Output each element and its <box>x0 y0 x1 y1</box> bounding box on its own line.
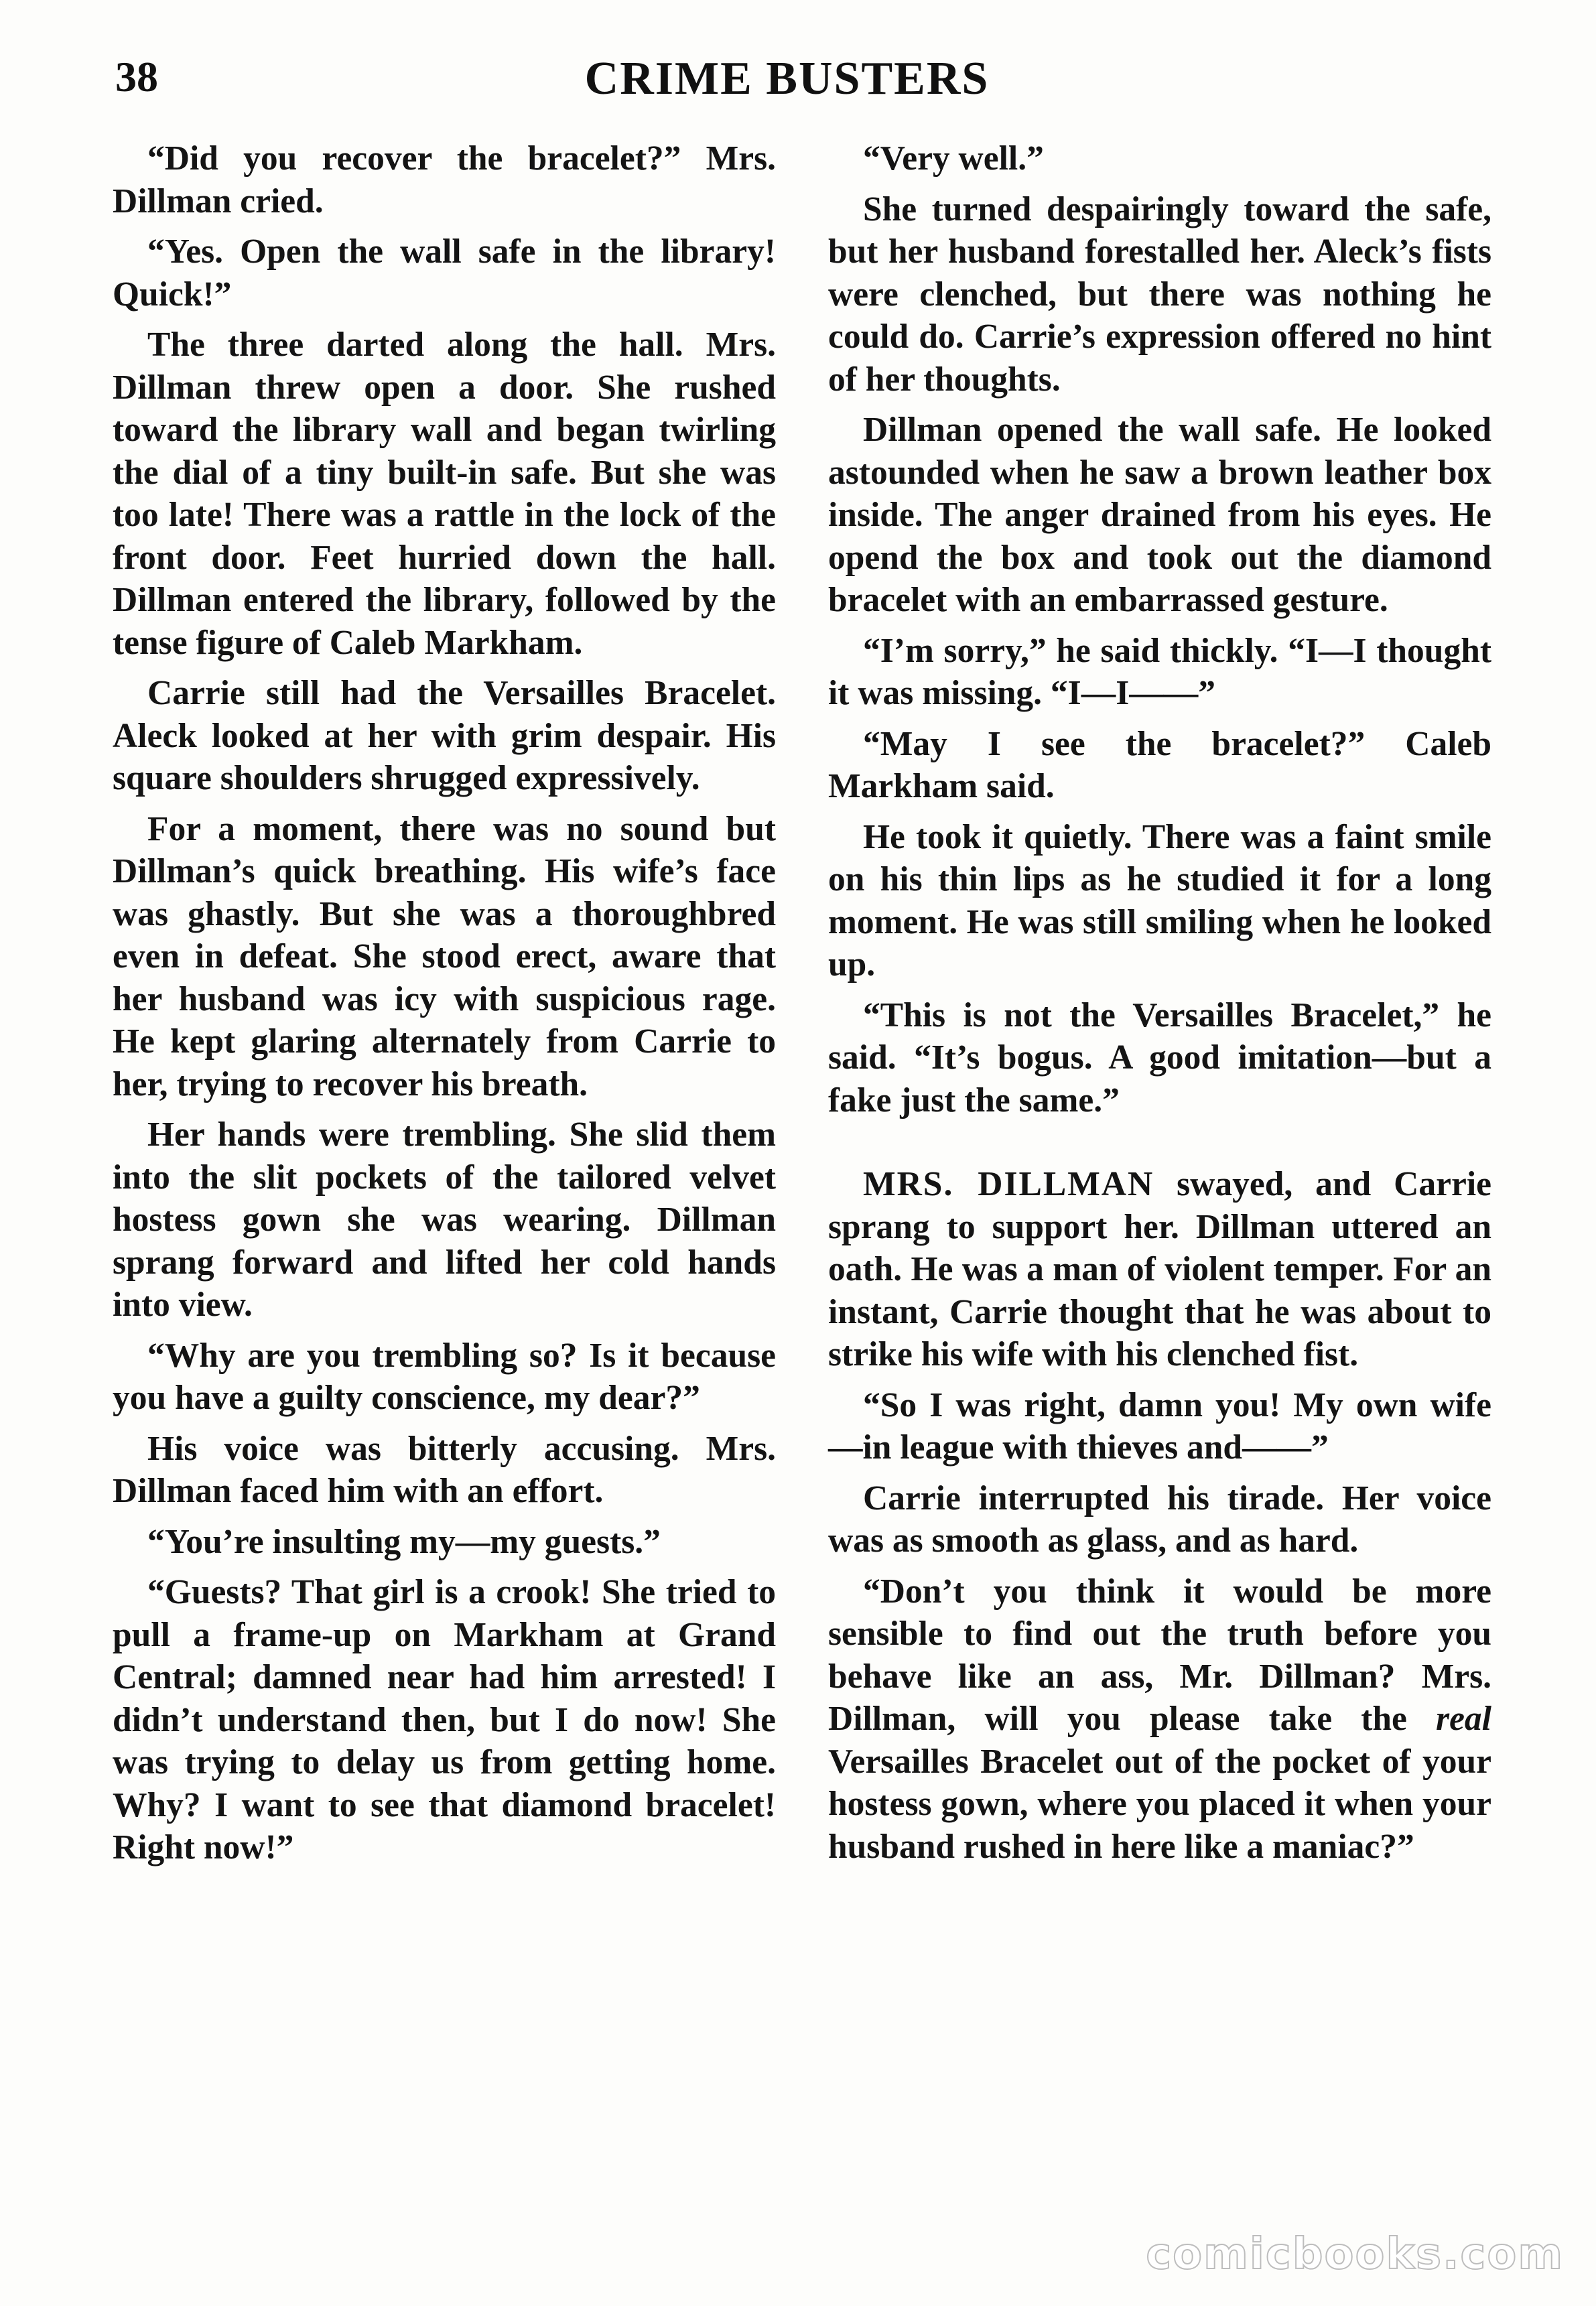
paragraph: “I’m sorry,” he said thickly. “I—I thought it was missing. “I—I——” <box>828 631 1491 712</box>
paragraph: “Why are you trembling so? Is it because you have a guilty conscience, my dear?” <box>113 1336 776 1417</box>
running-title: CRIME BUSTERS <box>584 53 990 105</box>
paragraph: She turned despairingly toward the safe, but her husband forestalled her. Aleck’s fists were clenched, but there was nothing he could do. Carrie’s expression offered no hint of her thoughts. <box>828 190 1491 399</box>
paragraph-text: Versailles Bracelet out of the pocket of your hostess gown, where you placed it when your husband rushed in here like a maniac?” <box>828 1742 1491 1866</box>
paragraph: The three darted along the hall. Mrs. Dillman threw open a door. She rushed toward the library wall and began twirling the dial of a tiny built-in safe. But she was too late! There was a rattle in the lock of the front door. Feet hurried down the hall. Dillman entered the library, followed by the tense figure of Caleb Markham. <box>113 326 776 662</box>
left-text-column <box>113 137 776 1869</box>
page-header <box>115 52 1459 113</box>
page-number: 38 <box>115 53 158 100</box>
emphasis-text: real <box>1436 1700 1491 1738</box>
watermark-logo: comicbooks.com <box>1146 2230 1564 2279</box>
paragraph: Carrie interrupted his tirade. Her voice was as smooth as glass, and as hard. <box>828 1479 1491 1560</box>
paragraph: He took it quietly. There was a faint smile on his thin lips as he studied it for a long moment. He was still smiling when he looked up. <box>828 817 1491 984</box>
paragraph: “This is not the Versailles Bracelet,” he said. “It’s bogus. A good imitation—but a fake just the same.” <box>828 996 1491 1120</box>
paragraph: “You’re insulting my—my guests.” <box>147 1522 661 1561</box>
right-text-column <box>828 137 1491 1868</box>
paragraph-text: swayed, and Carrie sprang to support her. Dillman uttered an oath. He was a man of violent temper. For an instant, Carrie thought that he was about to strike his wife with his clenched fist. <box>828 1165 1491 1373</box>
paragraph: “Yes. Open the wall safe in the library! Quick!” <box>113 232 776 314</box>
section-opening-paragraph <box>828 1163 1491 1376</box>
section-lead-in: MRS. DILLMAN <box>863 1165 1154 1203</box>
paragraph: Her hands were trembling. She slid them into the slit pockets of the tailored velvet hostess gown she was wearing. Dillman sprang forward and lifted her cold hands into view. <box>113 1115 776 1324</box>
final-paragraph <box>828 1570 1491 1869</box>
paragraph: Dillman opened the wall safe. He looked astounded when he saw a brown leather box inside. The anger drained from his eyes. He opend the box and took out the diamond bracelet with an embarrassed gesture. <box>828 411 1491 619</box>
paragraph: “May I see the bracelet?” Caleb Markham said. <box>828 724 1491 805</box>
paragraph: “So I was right, damn you! My own wife—in league with thieves and——” <box>828 1385 1491 1467</box>
paragraph: “Guests? That girl is a crook! She tried to pull a frame-up on Markham at Grand Central; damned near had him arrested! I didn’t understand then, but I do now! She was trying to delay us from getting home. Why? I want to see that diamond bracelet! Right now!” <box>113 1573 776 1867</box>
paragraph: Carrie still had the Versailles Bracelet. Aleck looked at her with grim despair. His square shoulders shrugged expressively. <box>113 674 776 797</box>
paragraph: “Did you recover the bracelet?” Mrs. Dillman cried. <box>113 139 776 220</box>
paragraph: For a moment, there was no sound but Dillman’s quick breathing. His wife’s face was ghastly. But she was a thoroughbred even in defeat. She stood erect, aware that her husband was icy with suspicious rage. He kept glaring alternately from Carrie to her, trying to recover his breath. <box>113 809 776 1103</box>
paragraph-text: “Don’t you think it would be more sensible to find out the truth before you behave like an ass, Mr. Dillman? Mrs. Dillman, will you please take the <box>828 1572 1491 1738</box>
paragraph: “Very well.” <box>863 139 1044 178</box>
paragraph: His voice was bitterly accusing. Mrs. Dillman faced him with an effort. <box>113 1429 776 1510</box>
